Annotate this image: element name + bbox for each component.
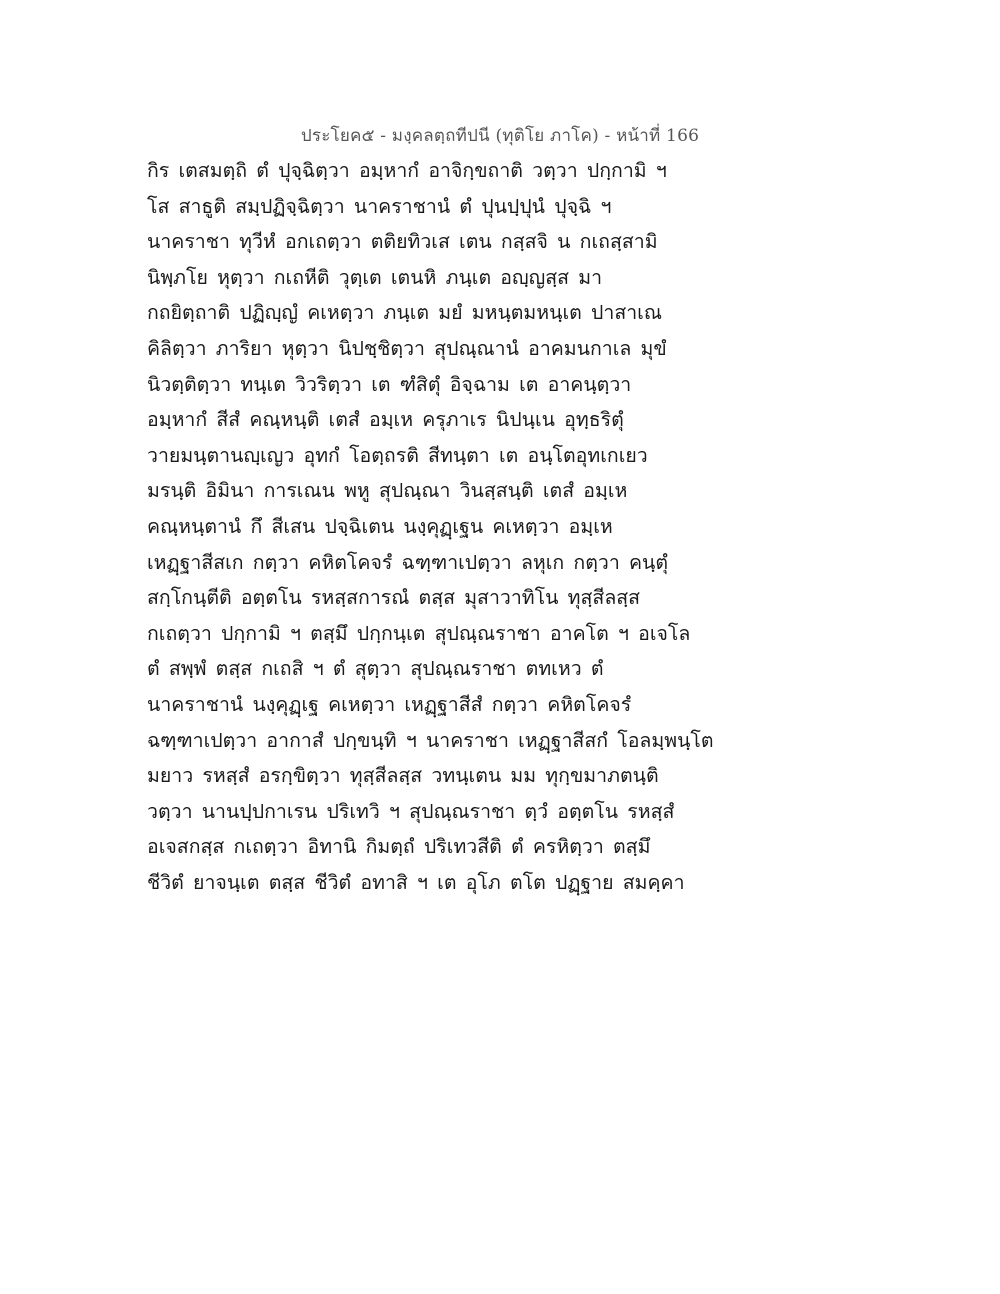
text-line: ตํ สพฺพํ ตสฺส กเถสิ ฯ ตํ สุตฺวา สุปณฺณราชา ตทเหว ตํ <box>147 657 604 681</box>
text-line: กิร เตสมตฺถิ ตํ ปุจฺฉิตฺวา อมฺหากํ อาจิกฺขถาติ วตฺวา ปกฺกามิ ฯ <box>147 159 667 182</box>
body-text <box>147 153 714 900</box>
text-line: คิลิตฺวา ภาริยา หุตฺวา นิปชฺชิตฺวา สุปณฺณานํ อาคมนกาเล มุขํ <box>147 336 667 360</box>
text-line: เหฏฺฐาสีสเก กตฺวา คหิตโคจรํ ฉฑฺฑาเปตฺวา ลหุเก กตฺวา คนฺตุํ <box>147 550 669 574</box>
text-line: นิวตฺติตฺวา ทนฺเต วิวริตฺวา เต ฑํสิตุํ อิจฺฉาม เต อาคนฺตฺวา <box>147 372 632 396</box>
page-header: ประโยค๕ - มงฺคลตฺถทีปนี (ทุติโย ภาโค) - หน้าที่ 166 <box>300 126 700 146</box>
text-line: นาคราชา ทุวีหํ อกเถตฺวา ตติยทิวเส เตน กสฺสจิ น กเถสฺสามิ <box>147 230 658 254</box>
text-line: โส สาธูติ สมฺปฏิจฺฉิตฺวา นาคราชานํ ตํ ปุนปฺปุนํ ปุจฺฉิ ฯ <box>147 194 612 218</box>
text-line: ชีวิตํ ยาจนฺเต ตสฺส ชีวิตํ อทาสิ ฯ เต อุโภ ตโต ปฏฺฐาย สมคฺคา <box>147 870 685 894</box>
text-line: อเจสกสฺส กเถตฺวา อิทานิ กิมตฺถํ ปริเทวสีติ ตํ ครหิตฺวา ตสฺมึ <box>147 835 651 859</box>
text-line: นาคราชานํ นงฺคุฏฺเฐ คเหตฺวา เหฏฺฐาสีสํ กตฺวา คหิตโคจรํ <box>147 692 632 716</box>
text-line: ฉฑฺฑาเปตฺวา อากาสํ ปกฺขนฺทิ ฯ นาคราชา เหฏฺฐาสีสกํ โอลมฺพนฺโต <box>147 728 714 752</box>
text-line: วายมนฺตานญฺเญว อุทกํ โอตฺถรติ สีทนฺตา เต อนฺโตอุทเกเยว <box>147 443 648 467</box>
text-line: อมฺหากํ สีสํ คณฺหนฺติ เตสํ อมฺเห ครุภาเร นิปนฺเน อุทฺธริตุํ <box>147 408 624 432</box>
text-line: กถยิตฺถาติ ปฏิญฺญํ คเหตฺวา ภนฺเต มยํ มหนฺตมหนฺเต ปาสาเณ <box>147 301 662 325</box>
text-line: คณฺหนฺตานํ กึ สีเสน ปจฺฉิเตน นงฺคุฏฺเฐน คเหตฺวา อมฺเห <box>147 514 613 538</box>
text-line: วตฺวา นานปฺปกาเรน ปริเทวิ ฯ สุปณฺณราชา ตฺวํ อตฺตโน รหสฺสํ <box>147 799 675 823</box>
text-line: มยาว รหสฺสํ อรกฺขิตฺวา ทุสฺสีลสฺส วทนฺเตน มม ทุกฺขมาภตนฺติ <box>147 764 659 788</box>
text-line: มรนฺติ อิมินา การเณน พหู สุปณฺณา วินสฺสนฺติ เตสํ อมฺเห <box>147 479 628 503</box>
text-line: กเถตฺวา ปกฺกามิ ฯ ตสฺมึ ปกฺกนฺเต สุปณฺณราชา อาคโต ฯ อเจโล <box>147 621 691 645</box>
text-line: สกฺโกนฺตีติ อตฺตโน รหสฺสการณํ ตสฺส มุสาวาทิโน ทุสฺสีลสฺส <box>147 586 641 610</box>
text-line: นิพฺภโย หุตฺวา กเถหีติ วุตฺเต เตนหิ ภนฺเต อญฺญสฺส มา <box>147 265 603 289</box>
